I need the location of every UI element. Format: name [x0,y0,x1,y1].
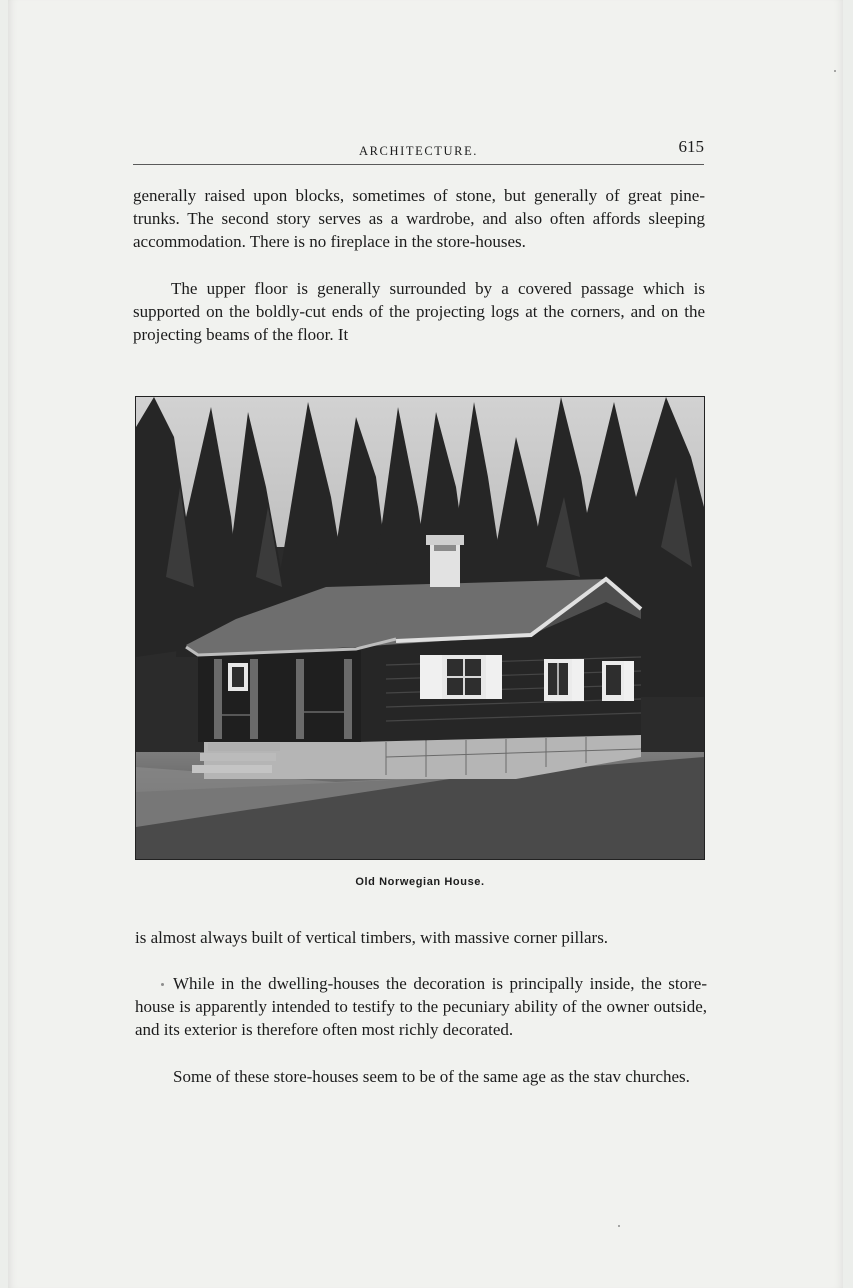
paper-speck [161,983,164,986]
paragraph-store-houses-age: Some of these store-houses seem to be of the same age as the stav churches. [173,1067,690,1086]
running-title: ARCHITECTURE. [358,144,479,158]
house-photograph [135,396,705,860]
page-number: 615 [678,137,704,156]
paragraph-upper-floor: The upper floor is generally surrounded by a covered passage which is supported on the boldly-cut ends of the projecting logs at the corners, and on the projecting beams of the floor. It [133,279,705,345]
paragraph-vertical-timbers: is almost always built of vertical timbers, with massive corner pillars. [135,928,609,947]
paper-speck [618,1225,620,1227]
paper-speck [834,70,836,72]
running-head [133,136,704,165]
house-photo-illustration [136,397,704,859]
paragraph-decoration: While in the dwelling-houses the decoration is principally inside, the store-house is apparently intended to testify to the pecuniary ability of the owner outside, and its exterior is therefore often most richly decorated. [135,974,707,1040]
paragraph-continuation: generally raised upon blocks, sometimes of stone, but generally of great pine-trunks. The second story serves as a wardrobe, and also often affords sleeping accommodation. There is no fireplace in the store-houses. [133,186,705,252]
book-page [8,0,843,1288]
figure-caption: Old Norwegian House. [355,876,485,888]
